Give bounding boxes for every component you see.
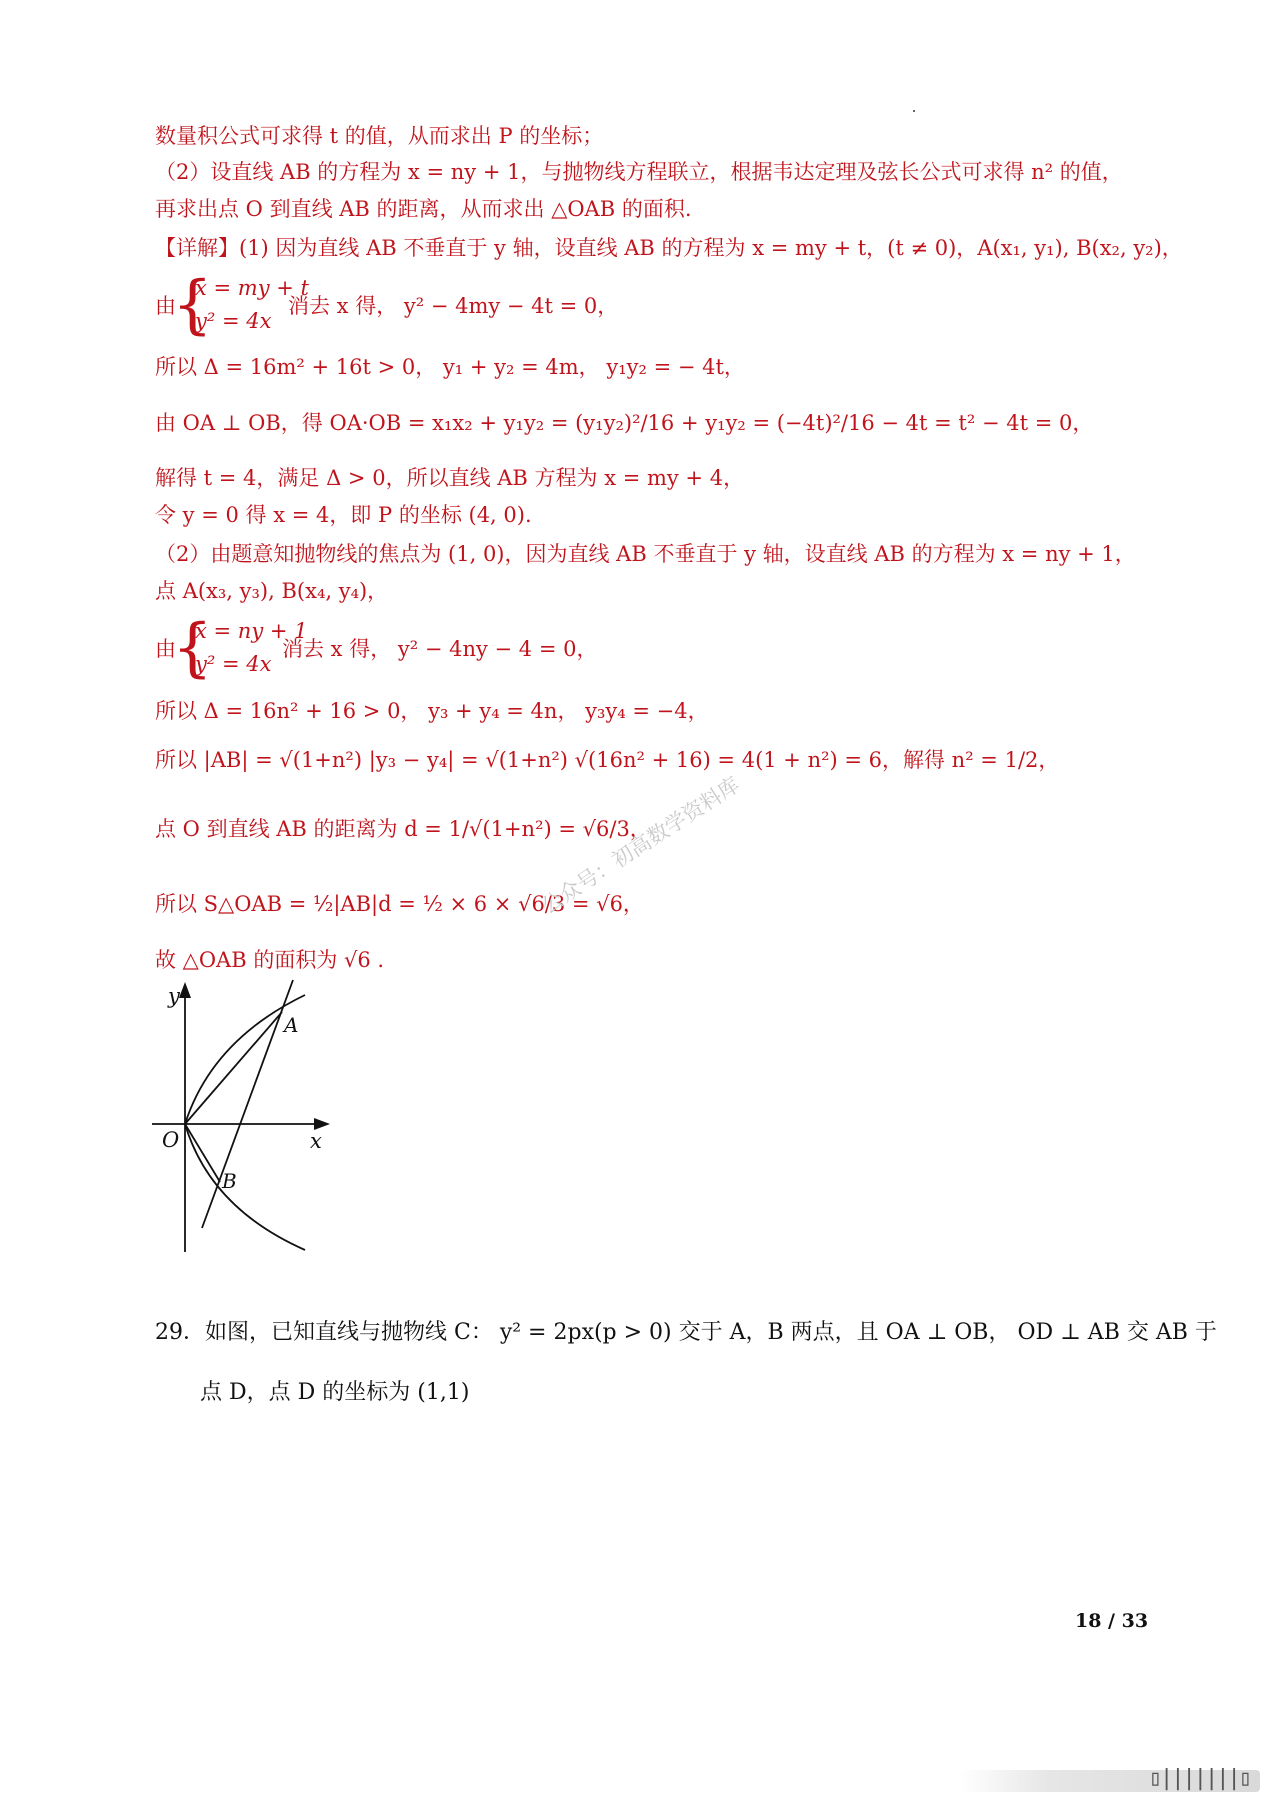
system1-prefix: 由 <box>155 294 176 318</box>
system2-row1: x = ny + 1 <box>195 619 308 643</box>
scan-speck <box>913 110 915 112</box>
solution-line-2: （2）设直线 AB 的方程为 x = ny + 1，与抛物线方程联立，根据韦达定理及弦长公式可求得 n² 的值， <box>155 160 1123 184</box>
y-axis-arrow-icon <box>179 982 191 998</box>
solution-line-15: 点 O 到直线 AB 的距离为 d = 1/√(1+n²) = √6/3， <box>155 817 651 841</box>
point-a-label: A <box>284 1013 299 1037</box>
system1-row1: x = my + t <box>195 276 309 300</box>
solution-line-10: （2）由题意知抛物线的焦点为 (1, 0)，因为直线 AB 不垂直于 y 轴，设直线 AB 的方程为 x = ny + 1， <box>155 542 1136 566</box>
solution-line-17: 故 △OAB 的面积为 √6 . <box>155 948 385 972</box>
watermark-glyphs: ▯|||||||▯ <box>1148 1766 1250 1791</box>
solution-line-9: 令 y = 0 得 x = 4，即 P 的坐标 (4, 0). <box>155 503 532 527</box>
line-ab <box>202 980 293 1228</box>
solution-line-3: 再求出点 O 到直线 AB 的距离，从而求出 △OAB 的面积. <box>155 197 692 221</box>
solution-line-13: 所以 Δ = 16n² + 16 > 0， y₃ + y₄ = 4n， y₃y₄ = −4， <box>155 699 709 723</box>
system1-suffix: 消去 x 得， y² − 4my − 4t = 0， <box>288 294 619 318</box>
solution-line-16: 所以 S△OAB = ½|AB|d = ½ × 6 × √6/3 = √6， <box>155 892 644 916</box>
point-b-label: B <box>222 1169 237 1193</box>
solution-line-11: 点 A(x₃, y₃), B(x₄, y₄)， <box>155 579 389 603</box>
solution-line-6: 所以 Δ = 16m² + 16t > 0， y₁ + y₂ = 4m， y₁y₂ = − 4t， <box>155 355 745 379</box>
system2-prefix: 由 <box>155 637 176 661</box>
platform-watermark-bar <box>960 1766 1260 1792</box>
y-axis-label: y <box>168 984 180 1008</box>
watermark-text: 公众号：初高数学资料库 <box>537 772 744 919</box>
x-axis-label: x <box>310 1129 322 1153</box>
solution-line-4: 【详解】(1) 因为直线 AB 不垂直于 y 轴，设直线 AB 的方程为 x = my + t，(t ≠ 0)，A(x₁, y₁), B(x₂, y₂)， <box>155 236 1183 260</box>
system1-brace: { <box>172 268 213 342</box>
solution-line-14: 所以 |AB| = √(1+n²) |y₃ − y₄| = √(1+n²) √(16n² + 16) = 4(1 + n²) = 6，解得 n² = 1/2， <box>155 748 1060 772</box>
origin-label: O <box>162 1128 180 1152</box>
page-number: 18 / 33 <box>1075 1610 1149 1632</box>
segment-oa <box>185 1012 282 1124</box>
system2-row2: y² = 4x <box>195 652 272 676</box>
system1-row2: y² = 4x <box>195 309 272 333</box>
system2-suffix: 消去 x 得， y² − 4ny − 4 = 0， <box>282 637 598 661</box>
solution-line-1: 数量积公式可求得 t 的值，从而求出 P 的坐标； <box>155 124 604 148</box>
solution-line-7: 由 OA ⊥ OB，得 OA·OB = x₁x₂ + y₁y₂ = (y₁y₂)²/16 + y₁y₂ = (−4t)²/16 − 4t = t² − 4t = 0， <box>155 411 1094 435</box>
solution-line-8: 解得 t = 4，满足 Δ > 0，所以直线 AB 方程为 x = my + 4， <box>155 466 745 490</box>
segment-ob <box>185 1124 220 1182</box>
parabola-figure <box>140 970 340 1260</box>
system2-brace: { <box>172 611 213 685</box>
question-29-line-2: 点 D，点 D 的坐标为 (1,1) <box>200 1380 470 1405</box>
question-29-line-1: 29．如图，已知直线与抛物线 C： y² = 2px(p > 0) 交于 A，B 两点，且 OA ⊥ OB， OD ⊥ AB 交 AB 于 <box>155 1320 1217 1345</box>
